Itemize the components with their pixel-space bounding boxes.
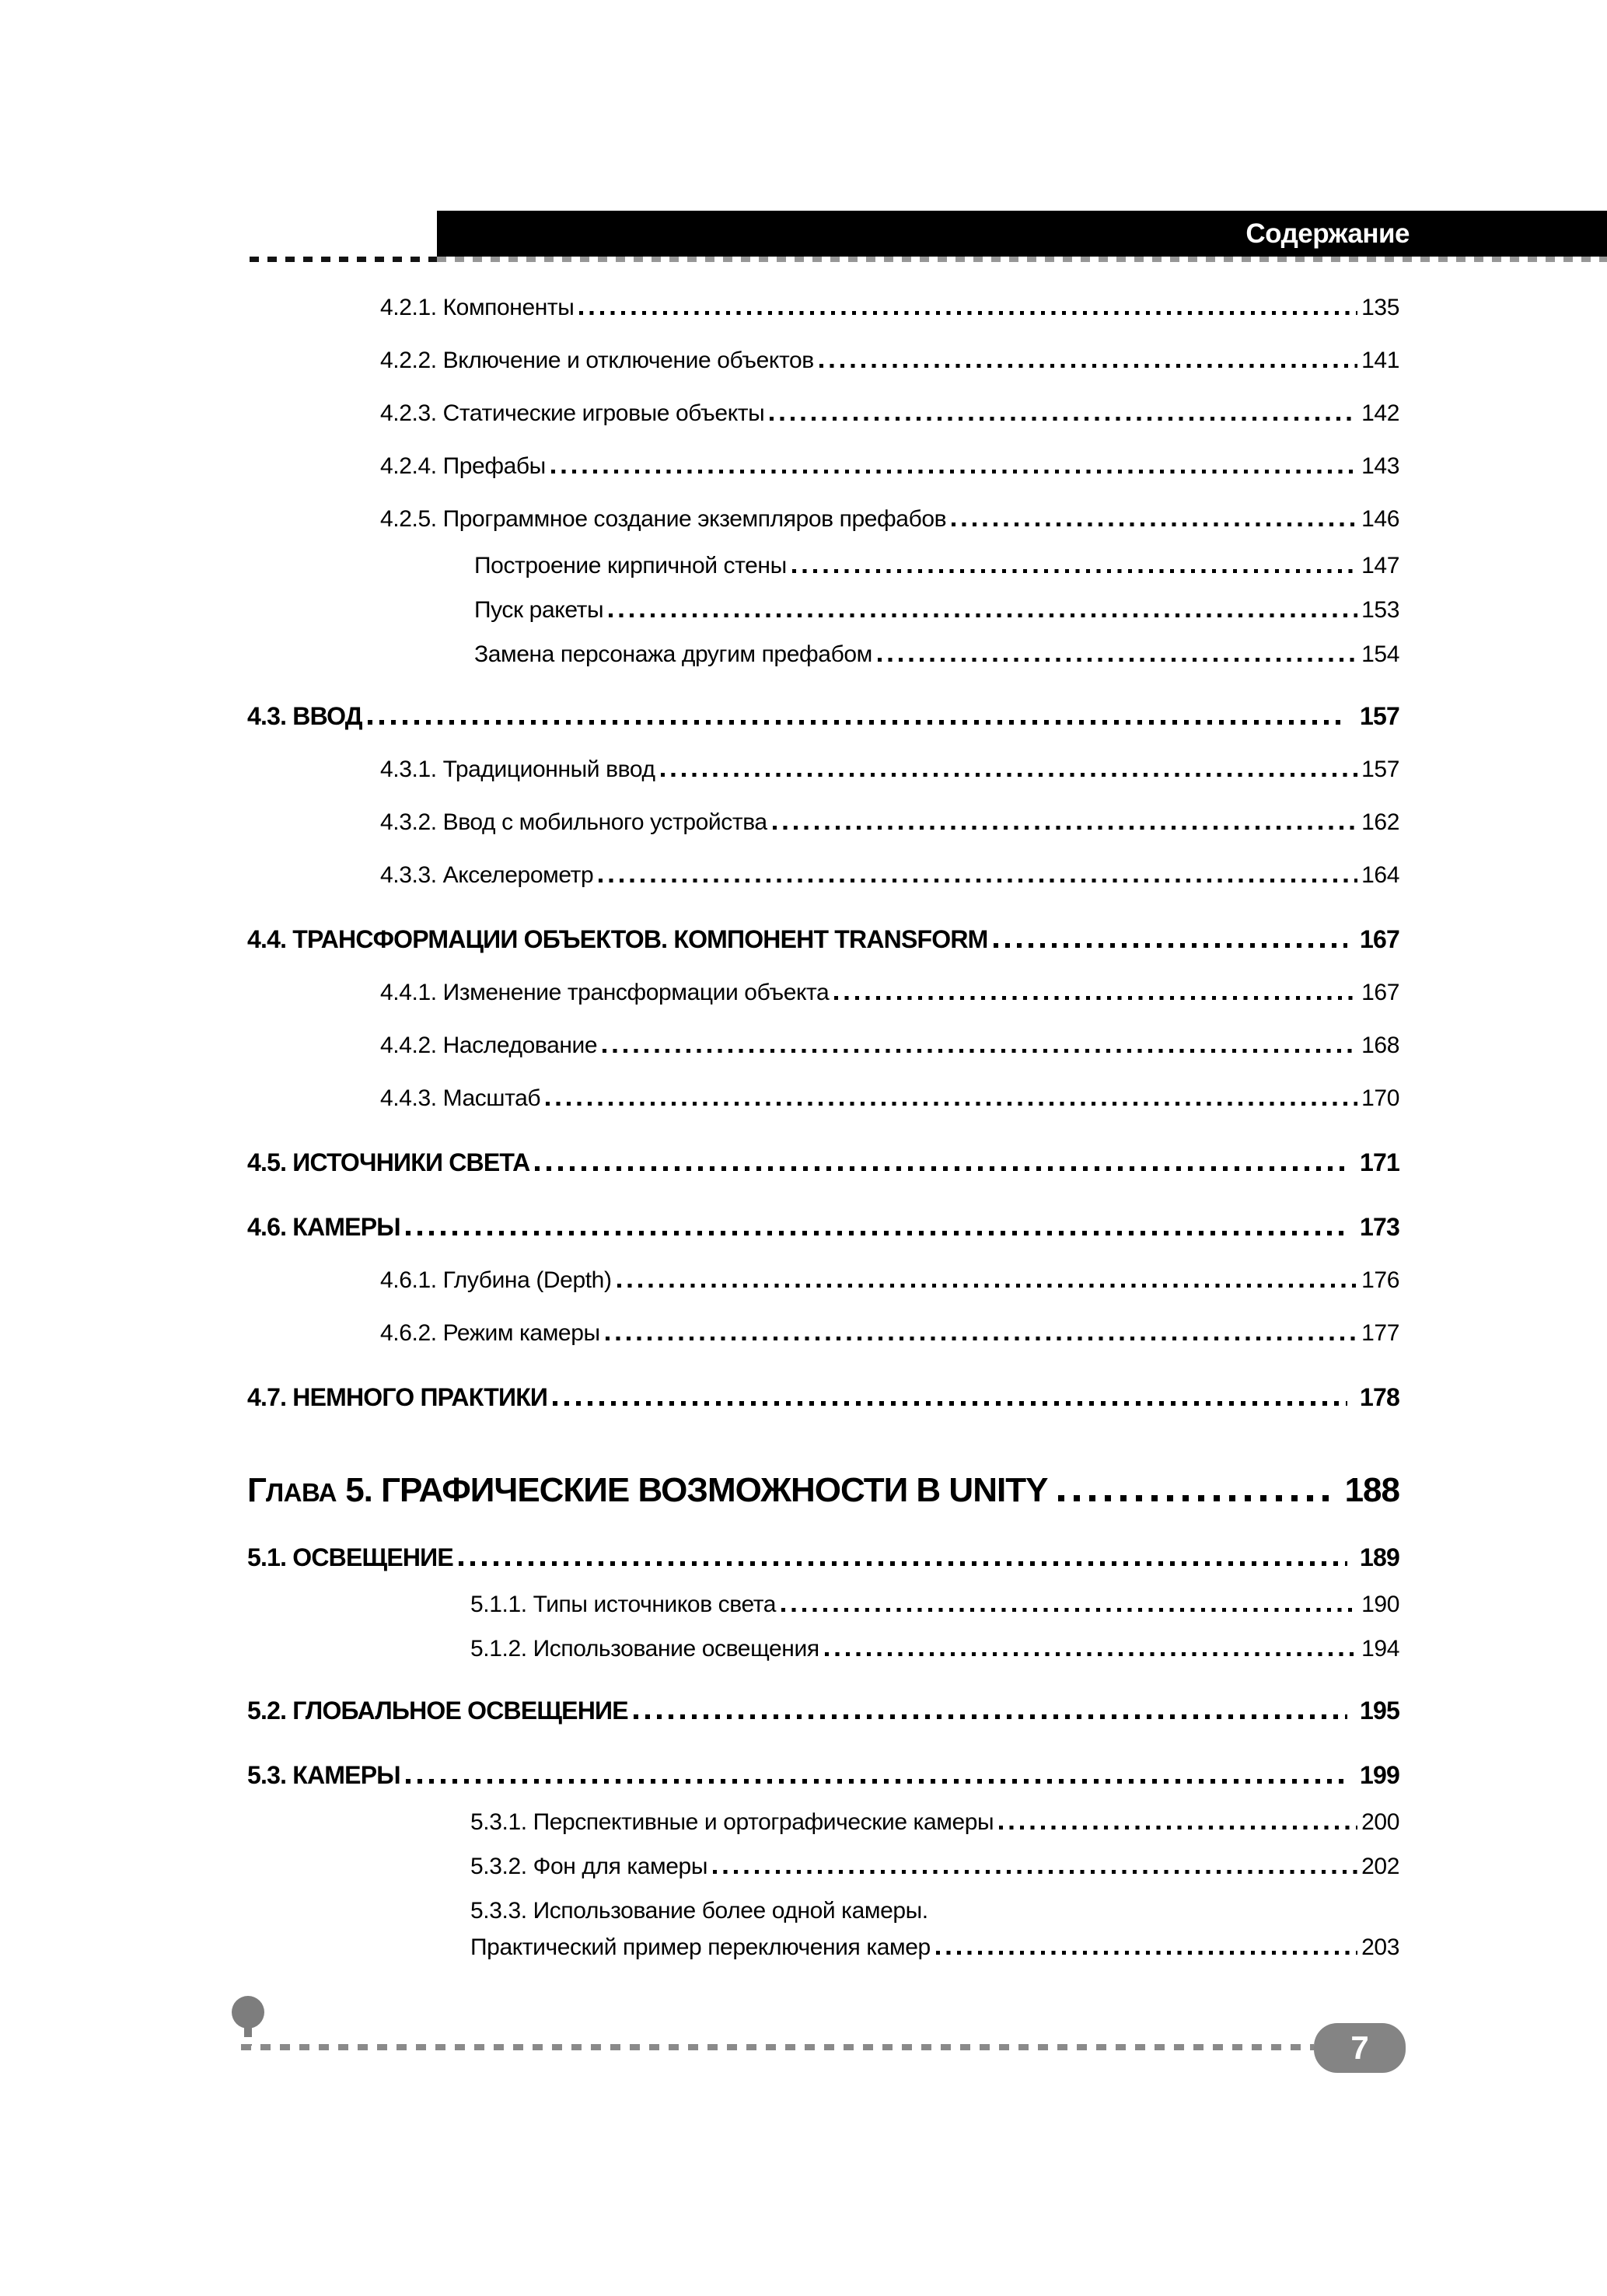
toc-entry-page: 177	[1361, 1320, 1399, 1346]
toc-entry-label: 4.7. НЕМНОГО ПРАКТИКИ	[247, 1383, 548, 1411]
dot-leader	[368, 720, 1347, 725]
toc-entry-page: 202	[1361, 1854, 1399, 1879]
toc-entry-label: 4.4. ТРАНСФОРМАЦИИ ОБЪЕКТОВ. КОМПОНЕНТ TRANSFORM	[247, 925, 988, 953]
dot-leader	[834, 996, 1357, 1000]
footer-dashed-line	[241, 2044, 1314, 2050]
toc-list	[247, 279, 1399, 1967]
toc-entry-page: 153	[1361, 597, 1399, 623]
toc-entry-page: 168	[1361, 1033, 1399, 1058]
toc-entry	[247, 1933, 1399, 1967]
toc-entry	[247, 332, 1399, 385]
toc-entry-page: 143	[1361, 453, 1399, 479]
dot-leader	[546, 1102, 1357, 1106]
dot-leader	[606, 1337, 1357, 1340]
toc-entry-page: 199	[1360, 1761, 1399, 1789]
toc-entry-label: 4.3. ВВОД	[247, 702, 362, 730]
toc-entry-label: Построение кирпичной стены	[474, 553, 787, 578]
toc-entry	[247, 911, 1399, 964]
toc-entry	[247, 279, 1399, 332]
toc-entry-page: 146	[1361, 506, 1399, 532]
top-dashed-line-right	[437, 257, 1607, 262]
toc-entry-page: 171	[1360, 1148, 1399, 1176]
dot-leader	[579, 311, 1357, 315]
page-number-badge	[1314, 2023, 1406, 2073]
toc-entry	[247, 491, 1399, 543]
dot-leader	[936, 1951, 1357, 1955]
toc-entry	[247, 1529, 1399, 1582]
toc-entry-page: 170	[1361, 1085, 1399, 1111]
toc-entry-page: 157	[1361, 757, 1399, 782]
toc-entry-page: 189	[1360, 1543, 1399, 1571]
dot-leader	[553, 1401, 1347, 1406]
toc-entry-label: 4.4.1. Изменение трансформации объекта	[380, 980, 830, 1005]
toc-entry-label: 4.6.2. Режим камеры	[380, 1320, 600, 1346]
toc-entry-label: Замена персонажа другим префабом	[474, 641, 872, 667]
toc-entry	[247, 1627, 1399, 1671]
toc-entry	[247, 1582, 1399, 1627]
toc-entry	[247, 1252, 1399, 1305]
toc-entry-label: 5.1.1. Типы источников света	[470, 1592, 777, 1617]
toc-entry	[247, 964, 1399, 1017]
toc-entry-page: 154	[1361, 641, 1399, 667]
dot-leader	[819, 364, 1357, 368]
toc-entry	[247, 1369, 1399, 1422]
toc-entry-label: 5.1.2. Использование освещения	[470, 1636, 819, 1662]
toc-entry-label: 4.2.1. Компоненты	[380, 295, 575, 320]
dot-leader	[999, 1826, 1357, 1829]
toc-entry	[247, 1800, 1399, 1844]
page-number: 7	[1350, 2029, 1369, 2066]
toc-entry	[247, 1844, 1399, 1889]
toc-entry-page: 200	[1361, 1809, 1399, 1835]
toc-entry-label: Практический пример переключения камер	[470, 1934, 931, 1960]
dot-leader	[406, 1779, 1347, 1784]
toc-entry-label: 5.3.1. Перспективные и ортографические камеры	[470, 1809, 994, 1835]
toc-entry	[247, 847, 1399, 900]
toc-entry-page: 194	[1361, 1636, 1399, 1662]
toc-entry-label: 5.2. ГЛОБАЛЬНОЕ ОСВЕЩЕНИЕ	[247, 1697, 628, 1725]
toc-entry-page: 135	[1361, 295, 1399, 320]
toc-entry	[247, 438, 1399, 491]
toc-entry-page: 157	[1360, 702, 1399, 730]
dot-leader	[617, 1284, 1358, 1288]
toc-entry	[247, 1070, 1399, 1123]
toc-entry-label: 5.3. КАМЕРЫ	[247, 1761, 400, 1789]
dot-leader	[634, 1714, 1347, 1719]
toc-entry-page: 203	[1361, 1934, 1399, 1960]
toc-entry	[247, 543, 1399, 588]
header-bar	[437, 211, 1607, 257]
toc-entry-label: 5.1. ОСВЕЩЕНИЕ	[247, 1543, 453, 1571]
toc-entry-page: 195	[1360, 1697, 1399, 1725]
footer-circle-ornament	[232, 1996, 264, 2029]
toc-entry-page: 141	[1361, 348, 1399, 373]
toc-entry-label: 4.4.3. Масштаб	[380, 1085, 541, 1111]
dot-leader	[994, 943, 1347, 948]
dot-leader	[603, 1049, 1357, 1053]
toc-entry-label: 4.6.1. Глубина (Depth)	[380, 1267, 612, 1293]
dot-leader	[551, 470, 1357, 474]
toc-entry-page: 162	[1361, 809, 1399, 835]
dot-leader	[713, 1870, 1357, 1874]
toc-entry-label: Пуск ракеты	[474, 597, 604, 623]
dot-leader	[661, 773, 1358, 777]
dot-leader	[952, 522, 1357, 526]
toc-entry-label: 4.2.4. Префабы	[380, 453, 546, 479]
toc-entry	[247, 1683, 1399, 1735]
dot-leader	[792, 569, 1357, 573]
dot-leader	[599, 879, 1357, 882]
page-title: Содержание	[1245, 218, 1410, 249]
toc-entry-label: 4.3.2. Ввод с мобильного устройства	[380, 809, 767, 835]
dot-leader	[459, 1561, 1347, 1566]
toc-entry-label: 4.4.2. Наследование	[380, 1033, 598, 1058]
toc-entry-label: 5.3.3. Использование более одной камеры.	[470, 1898, 928, 1924]
toc-entry-page: 190	[1361, 1592, 1399, 1617]
toc-entry-label: ГЛАВА 5. ГРАФИЧЕСКИЕ ВОЗМОЖНОСТИ В UNITY	[247, 1471, 1048, 1509]
toc-entry	[247, 1747, 1399, 1800]
toc-entry	[247, 1305, 1399, 1358]
toc-entry-page: 142	[1361, 400, 1399, 426]
toc-entry	[247, 1134, 1399, 1187]
toc-entry-page: 173	[1360, 1213, 1399, 1241]
toc-entry-label: 4.5. ИСТОЧНИКИ СВЕТА	[247, 1148, 530, 1176]
toc-entry-label: 4.3.3. Акселерометр	[380, 862, 594, 888]
toc-entry-page: 188	[1344, 1471, 1399, 1509]
toc-entry	[247, 688, 1399, 741]
toc-entry	[247, 1199, 1399, 1252]
toc-entry-label: 4.3.1. Традиционный ввод	[380, 757, 655, 782]
dot-leader	[878, 658, 1357, 662]
toc-entry-label: 4.2.3. Статические игровые объекты	[380, 400, 765, 426]
toc-entry-page: 167	[1361, 980, 1399, 1005]
dot-leader	[535, 1166, 1347, 1171]
toc-entry	[247, 1463, 1399, 1518]
toc-entry	[247, 741, 1399, 794]
dot-leader	[609, 613, 1357, 617]
toc-entry-label: 5.3.2. Фон для камеры	[470, 1854, 708, 1879]
dot-leader	[1058, 1495, 1330, 1501]
toc-entry-page: 167	[1360, 925, 1399, 953]
toc-entry-page: 164	[1361, 862, 1399, 888]
toc-entry-label: 4.2.5. Программное создание экземпляров префабов	[380, 506, 947, 532]
dot-leader	[781, 1608, 1357, 1612]
toc-entry	[247, 1889, 1399, 1933]
toc-entry	[247, 385, 1399, 438]
toc-entry	[247, 632, 1399, 676]
toc-entry-label: 4.6. КАМЕРЫ	[247, 1213, 400, 1241]
dot-leader	[406, 1231, 1347, 1235]
toc-entry-label: 4.2.2. Включение и отключение объектов	[380, 348, 814, 373]
toc-entry-page: 147	[1361, 553, 1399, 578]
toc-entry	[247, 588, 1399, 632]
dot-leader	[773, 826, 1357, 830]
toc-entry-page: 178	[1360, 1383, 1399, 1411]
toc-entry	[247, 794, 1399, 847]
top-dashed-line-left	[250, 257, 437, 262]
dot-leader	[825, 1652, 1357, 1656]
toc-entry-page: 176	[1361, 1267, 1399, 1293]
toc-entry	[247, 1017, 1399, 1070]
dot-leader	[770, 417, 1357, 421]
footer-circle-stem	[244, 2027, 252, 2046]
